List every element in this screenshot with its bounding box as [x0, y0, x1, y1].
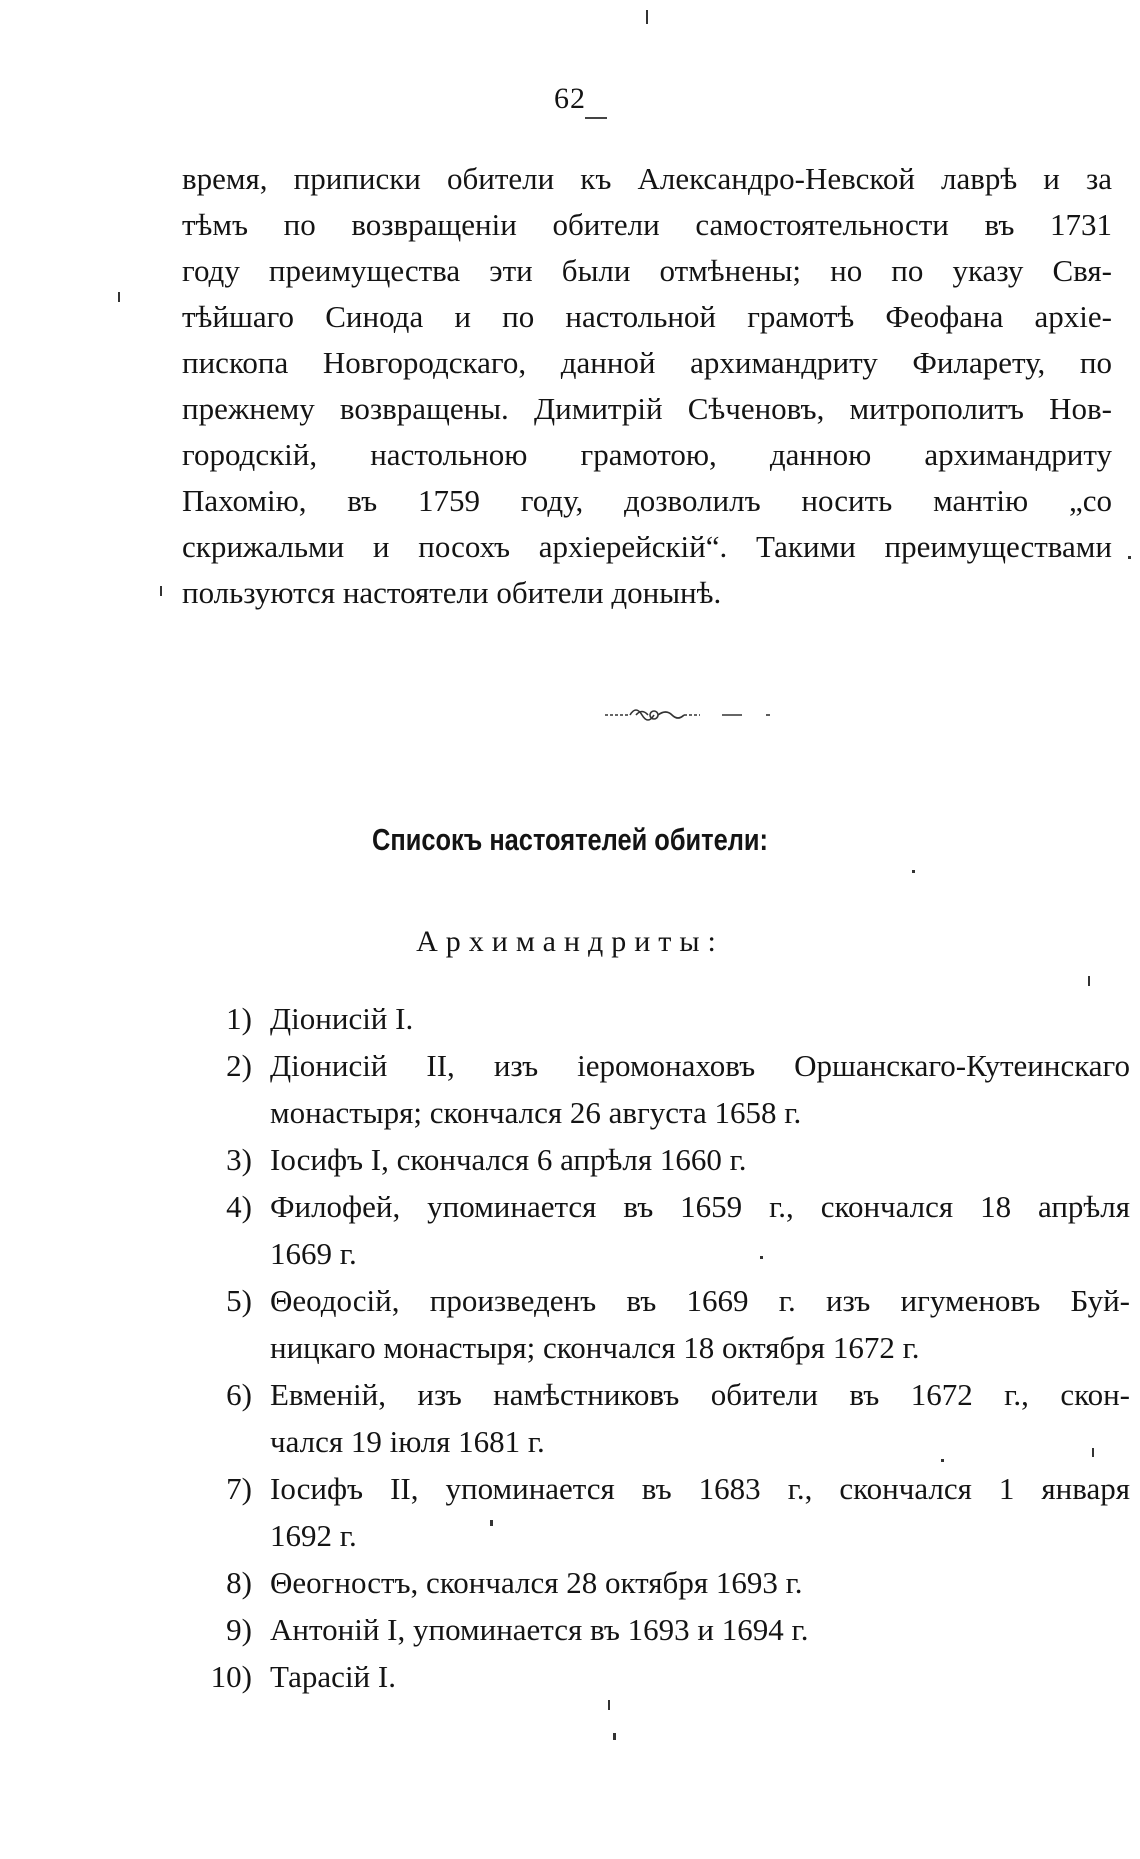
body-line: прежнему возвращены. Димитрій Сѣченовъ, митрополитъ Нов-	[182, 391, 1112, 426]
list-item	[190, 1136, 1130, 1183]
body-line: время, приписки обители къ Александро-Невской лаврѣ и за	[182, 161, 1112, 196]
print-speck	[1092, 1448, 1094, 1457]
body-line: пископа Новгородскаго, данной архимандриту Филарету, по	[182, 345, 1112, 380]
list-item-line: чался 19 іюля 1681 г.	[270, 1424, 545, 1459]
list-item	[190, 1277, 1130, 1371]
list-item-number: 9)	[226, 1612, 252, 1647]
print-speck	[912, 870, 915, 873]
list-item-line: Тарасій I.	[270, 1659, 396, 1694]
list-item-line: Θеодосій, произведенъ въ 1669 г. изъ игуменовъ Буй-	[270, 1283, 1130, 1318]
body-line: городскій, настольною грамотою, данною архимандриту	[182, 437, 1112, 472]
list-item	[190, 1465, 1130, 1559]
print-speck	[608, 1700, 610, 1710]
list-item-line: 1692 г.	[270, 1518, 357, 1553]
list-item-line: монастыря; скончался 26 августа 1658 г.	[270, 1095, 802, 1130]
list-item-number: 5)	[226, 1283, 252, 1318]
list-item-number: 8)	[226, 1565, 252, 1600]
list-item-line: Діонисій II, изъ іеромонаховъ Оршанскаго-Кутеинскаго	[270, 1048, 1130, 1083]
list-item-line: Евменій, изъ намѣстниковъ обители въ 1672 г., скон-	[270, 1377, 1130, 1412]
print-speck	[160, 586, 162, 596]
print-speck	[118, 292, 120, 302]
body-line: тѣмъ по возвращеніи обители самостоятельности въ 1731	[182, 207, 1112, 242]
list-item-number: 7)	[226, 1471, 252, 1506]
list-item	[190, 1606, 1130, 1653]
list-item-number: 3)	[226, 1142, 252, 1177]
list-item	[190, 1653, 1130, 1700]
list-item-number: 1)	[226, 1001, 252, 1036]
print-speck	[490, 1520, 493, 1526]
print-speck	[941, 1459, 944, 1462]
page-number: 62	[554, 82, 586, 115]
body-line: Пахомію, въ 1759 году, дозволилъ носить мантію „со	[182, 483, 1112, 518]
list-item-line: Діонисій I.	[270, 1001, 414, 1036]
list-item	[190, 1371, 1130, 1465]
list-item-line: Θеогностъ, скончался 28 октября 1693 г.	[270, 1565, 803, 1600]
list-item-line: Іосифъ II, упоминается въ 1683 г., скончался 1 января	[270, 1471, 1130, 1506]
list-item	[190, 1559, 1130, 1606]
print-speck	[1128, 556, 1131, 559]
abbots-list	[190, 995, 1130, 1700]
body-line: тѣйшаго Синода и по настольной грамотѣ Феофана архіе-	[182, 299, 1112, 334]
list-item-number: 2)	[226, 1048, 252, 1083]
print-speck	[613, 1733, 616, 1740]
print-dash	[585, 117, 607, 119]
list-item-line: Антоній I, упоминается въ 1693 и 1694 г.	[270, 1612, 809, 1647]
list-item-line: 1669 г.	[270, 1236, 357, 1271]
list-item-number: 4)	[226, 1189, 252, 1224]
list-item-line: ницкаго монастыря; скончался 18 октября 1672 г.	[270, 1330, 920, 1365]
list-item	[190, 1183, 1130, 1277]
list-item	[190, 1042, 1130, 1136]
list-item-line: Іосифъ I, скончался 6 апрѣля 1660 г.	[270, 1142, 747, 1177]
body-line: скрижальми и посохъ архіерейскій“. Такими преимуществами	[182, 529, 1112, 564]
print-speck	[1088, 976, 1090, 986]
body-line: пользуются настоятели обители донынѣ.	[182, 575, 722, 610]
list-title: Списокъ настоятелей обители:	[371, 822, 768, 857]
list-item-line: Филофей, упоминается въ 1659 г., скончался 18 апрѣля	[270, 1189, 1130, 1224]
list-item-number: 6)	[226, 1377, 252, 1412]
print-speck	[760, 1256, 763, 1259]
print-speck	[646, 10, 648, 24]
body-line: году преимущества эти были отмѣнены; но по указу Свя-	[182, 253, 1112, 288]
section-subheading: Архимандриты:	[416, 925, 724, 958]
list-item	[190, 995, 1130, 1042]
ornament-divider	[0, 700, 1140, 730]
body-paragraph	[182, 156, 1112, 616]
list-item-number: 10)	[210, 1659, 252, 1694]
